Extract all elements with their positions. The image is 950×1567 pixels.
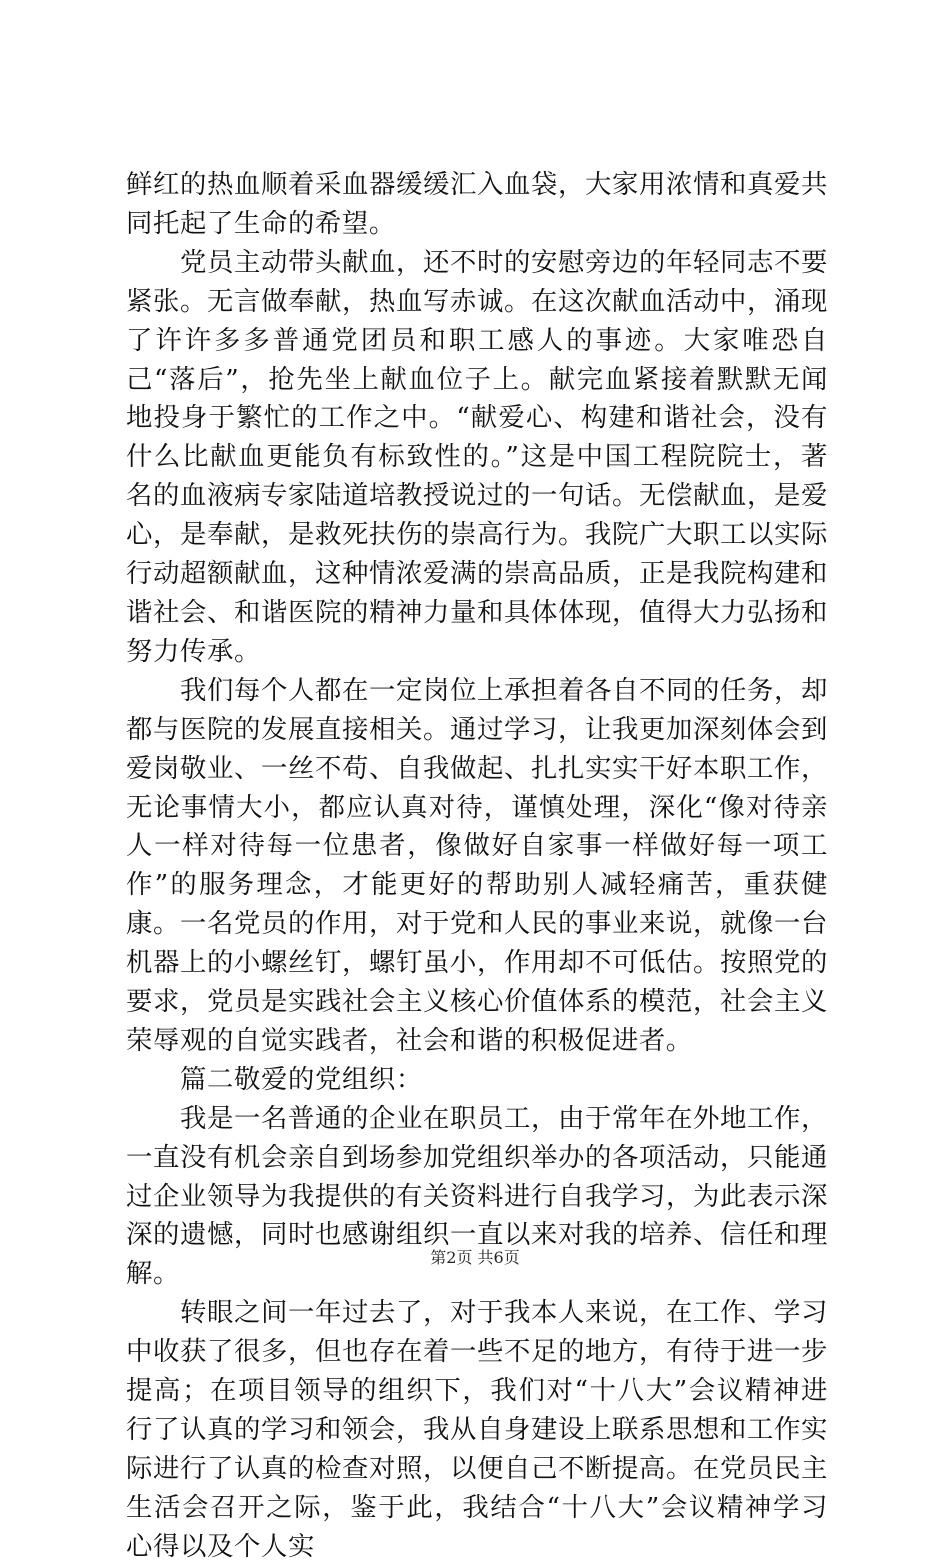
paragraph-5: 转眼之间一年过去了，对于我本人来说，在工作、学习中收获了很多，但也存在着一些不足的地方，有待于进一步提高；在项目领导的组织下，我们对“十八大”会议精神进行了认真的学习和领会，我从自身建设上联系思想和工作实际进行了认真的检查对照，以便自己不断提高。在党员民主生活会召开之际，鉴于此，我结合“十八大”会议精神学习心得以及个人实 bbox=[126, 1297, 828, 1562]
paragraph-2: 党员主动带头献血，还不时的安慰旁边的年轻同志不要紧张。无言做奉献，热血写赤诚。在这次献血活动中，涌现了许许多多普通党团员和职工感人的事迹。大家唯恐自己“落后”，抢先坐上献血位子上。献完血紧接着默默无闻地投身于繁忙的工作之中。“献爱心、构建和谐社会，没有什么比献血更能负有标致性的。”这是中国工程院院士，著名的血液病专家陆道培教授说过的一句话。无偿献血，是爱心，是奉献，是救死扶伤的崇高行为。我院广大职工以实际行动超额献血，这种情浓爱满的崇高品质，正是我院构建和谐社会、和谐医院的精神力量和具体体现，值得大力弘扬和努力传承。 bbox=[126, 246, 828, 667]
paragraph-4: 我是一名普通的企业在职员工，由于常年在外地工作，一直没有机会亲自到场参加党组织举办的各项活动，只能通过企业领导为我提供的有关资料进行自我学习，为此表示深深的遗憾，同时也感谢组织一直以来对我的培养、信任和理解。 bbox=[126, 1102, 828, 1290]
paragraph-3: 我们每个人都在一定岗位上承担着各自不同的任务，却都与医院的发展直接相关。通过学习，让我更加深刻体会到爱岗敬业、一丝不苟、自我做起、扎扎实实干好本职工作，无论事情大小，都应认真对待，谨慎处理，深化“像对待亲人一样对待每一位患者，像做好自家事一样做好每一项工作”的服务理念，才能更好的帮助别人减轻痛苦，重获健康。一名党员的作用，对于党和人民的事业来说，就像一台机器上的小螺丝钉，螺钉虽小，作用却不可低估。按照党的要求，党员是实践社会主义核心价值体系的模范，社会主义荣辱观的自觉实践者，社会和谐的积极促进者。 bbox=[126, 674, 828, 1056]
section-heading: 篇二敬爱的党组织： bbox=[180, 1063, 423, 1095]
document-body bbox=[126, 166, 828, 1567]
paragraph-1: 鲜红的热血顺着采血器缓缓汇入血袋，大家用浓情和真爱共同托起了生命的希望。 bbox=[126, 169, 828, 239]
page-number-footer: 第2页 共6页 bbox=[430, 1248, 520, 1267]
